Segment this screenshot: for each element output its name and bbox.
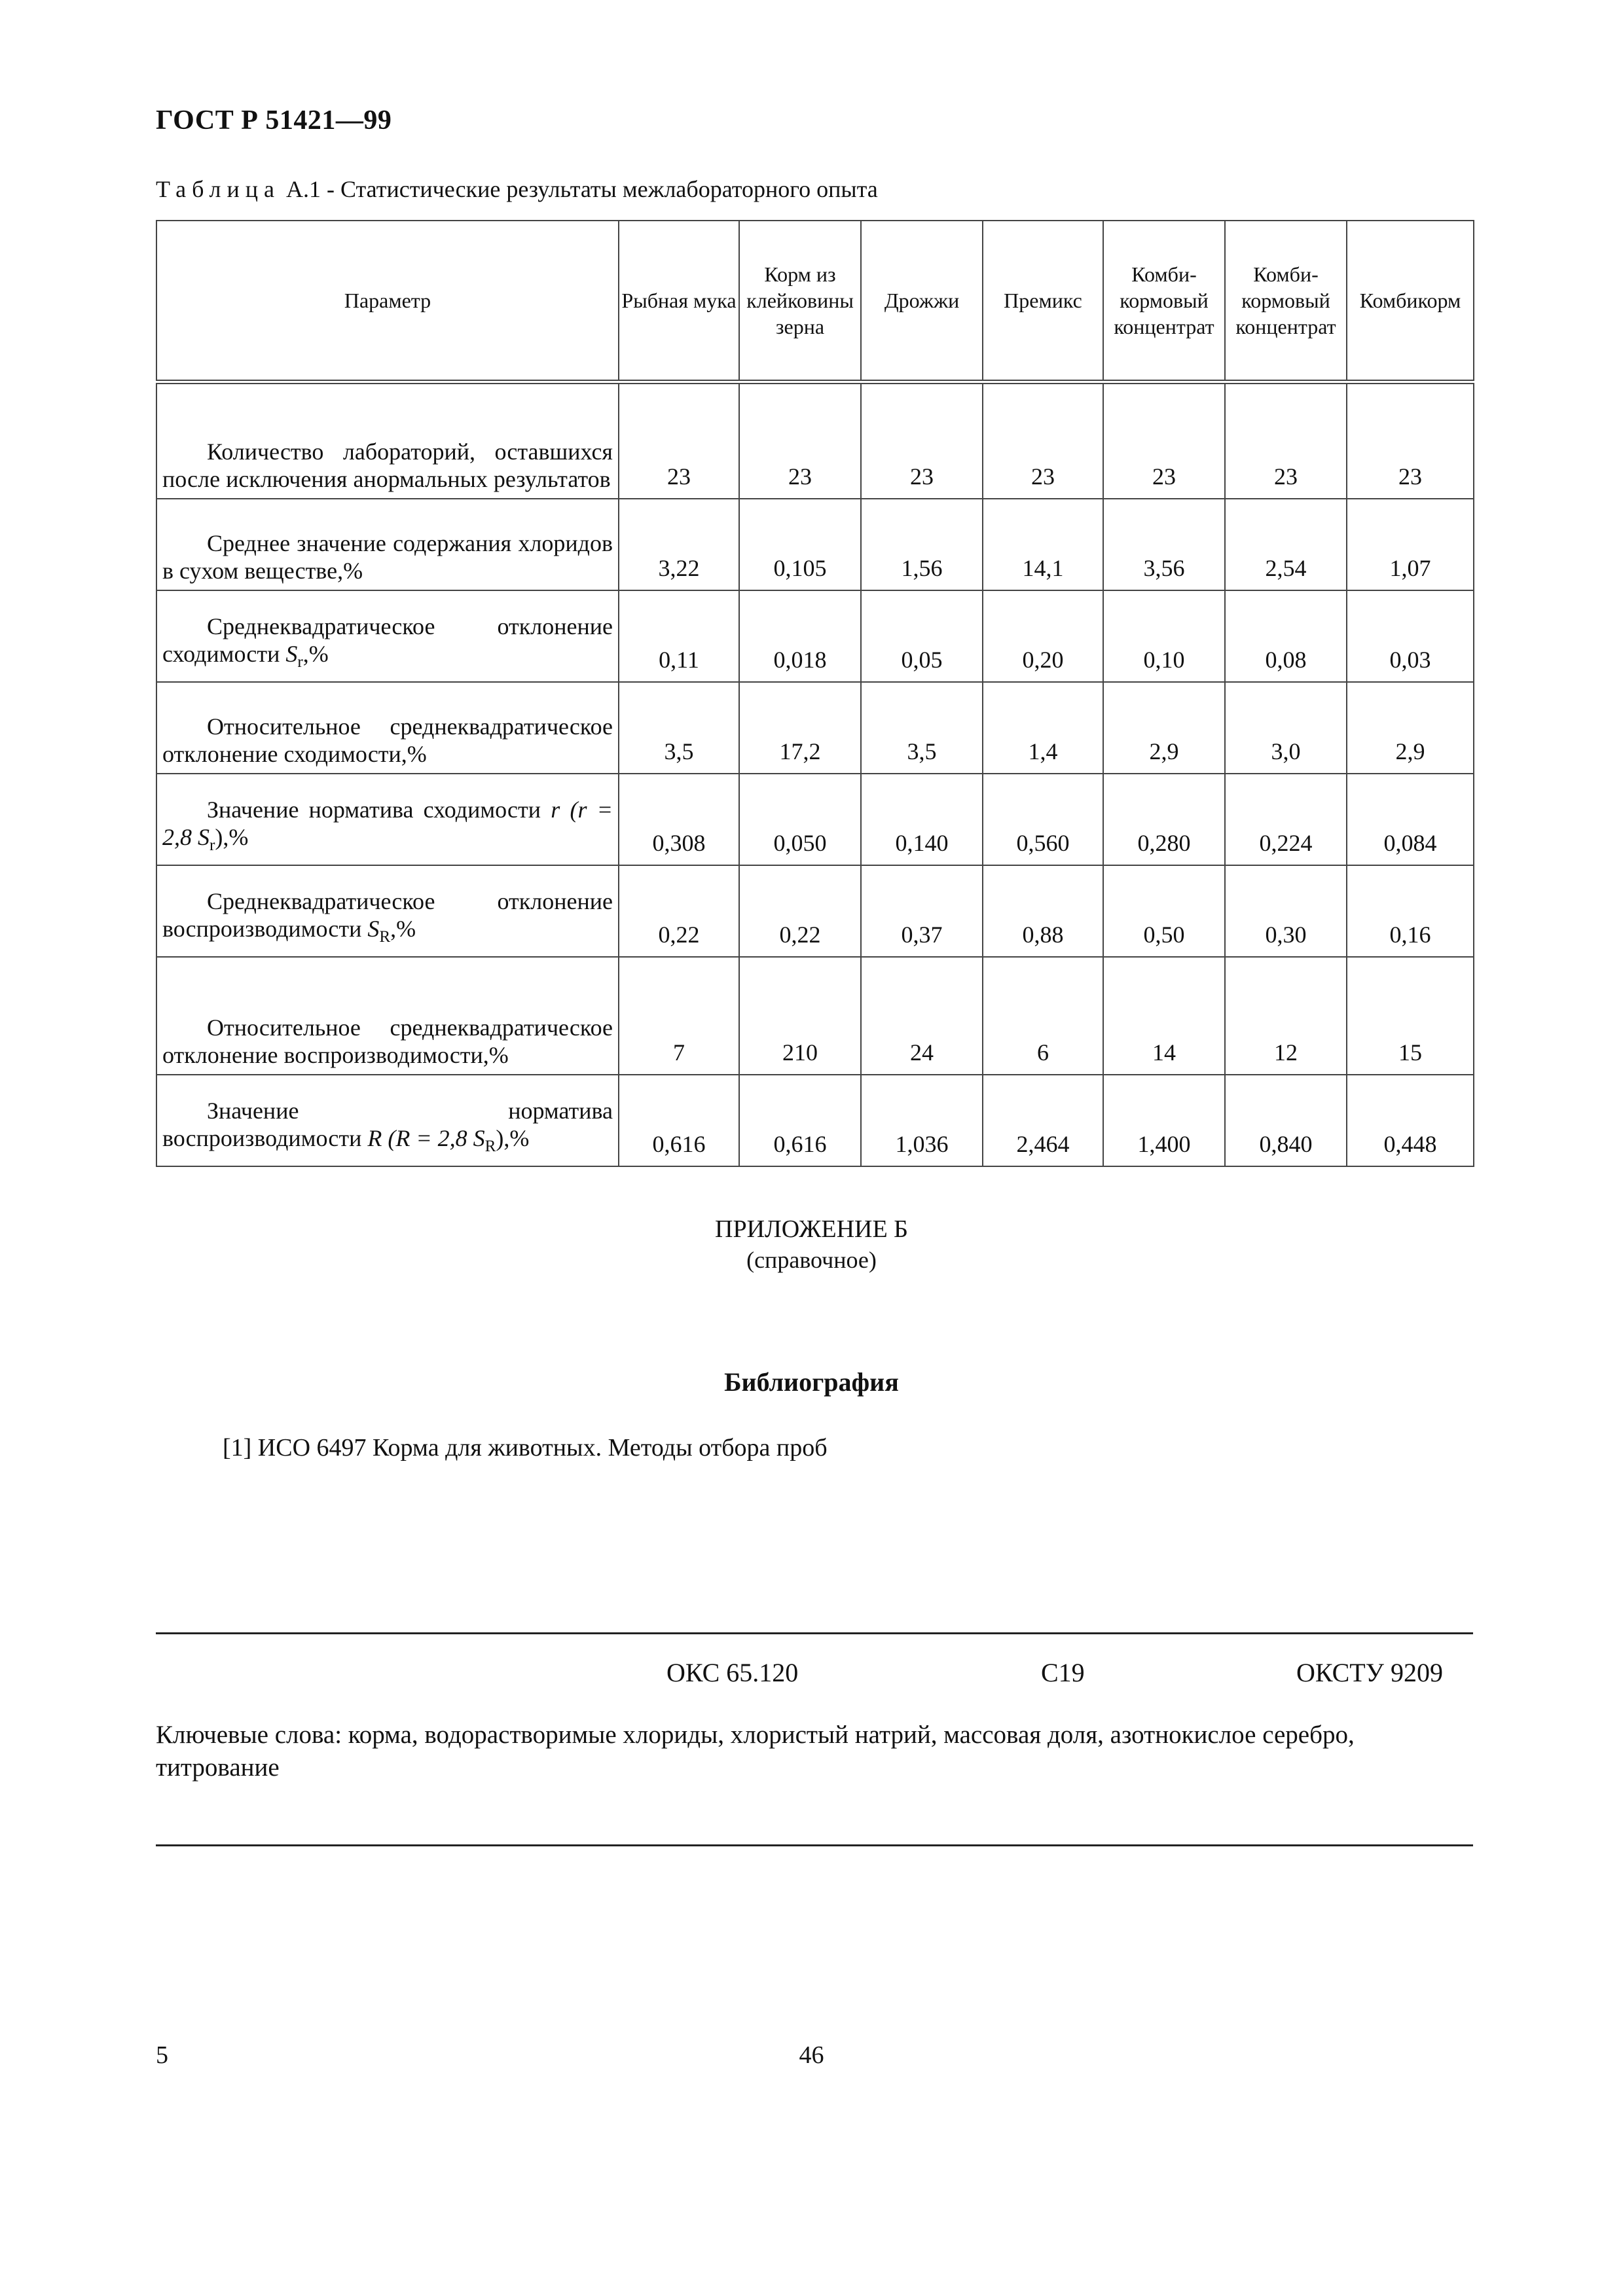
table-row bbox=[156, 682, 1474, 774]
value-cell: 0,840 bbox=[1225, 1075, 1347, 1166]
param-symbol: S bbox=[367, 915, 380, 942]
param-cell bbox=[156, 865, 619, 957]
table-row bbox=[156, 957, 1474, 1075]
value-cell: 0,05 bbox=[861, 590, 983, 682]
value-cell: 1,400 bbox=[1103, 1075, 1225, 1166]
value-cell: 0,050 bbox=[739, 774, 861, 865]
param-suffix: ,% bbox=[390, 915, 416, 942]
value-cell: 0,560 bbox=[983, 774, 1103, 865]
param-subscript: r bbox=[297, 653, 303, 671]
keywords: Ключевые слова: корма, водорастворимые хлориды, хлористый натрий, массовая доля, азотнокислое серебро, титрование bbox=[156, 1721, 1355, 1782]
value-cell: 0,11 bbox=[619, 590, 739, 682]
value-cell: 2,9 bbox=[1347, 682, 1474, 774]
column-header-parameter: Параметр bbox=[156, 221, 619, 382]
value-cell: 0,10 bbox=[1103, 590, 1225, 682]
param-cell bbox=[156, 382, 619, 499]
value-cell: 0,30 bbox=[1225, 865, 1347, 957]
param-cell bbox=[156, 957, 619, 1075]
param-cell bbox=[156, 1075, 619, 1166]
value-cell: 0,018 bbox=[739, 590, 861, 682]
value-cell: 0,308 bbox=[619, 774, 739, 865]
column-header-concentrate-2: Комбикормовый концентрат bbox=[1225, 221, 1347, 382]
table-row bbox=[156, 590, 1474, 682]
param-text: Значение норматива воспроизводимости bbox=[162, 1097, 613, 1151]
value-cell: 0,280 bbox=[1103, 774, 1225, 865]
statistics-table bbox=[156, 220, 1474, 1167]
value-cell: 0,16 bbox=[1347, 865, 1474, 957]
param-text: Значение норматива сходимости bbox=[207, 796, 551, 823]
value-cell: 23 bbox=[739, 382, 861, 499]
value-cell: 23 bbox=[1225, 382, 1347, 499]
value-cell: 23 bbox=[983, 382, 1103, 499]
value-cell: 23 bbox=[861, 382, 983, 499]
value-cell: 3,22 bbox=[619, 499, 739, 590]
value-cell: 3,56 bbox=[1103, 499, 1225, 590]
value-cell: 14 bbox=[1103, 957, 1225, 1075]
param-suffix: ),% bbox=[215, 823, 249, 850]
okstu-code: ОКСТУ 9209 bbox=[1296, 1658, 1444, 1687]
param-text: Количество лабораторий, оставшихся после исключения анормальных результатов bbox=[162, 439, 613, 492]
param-suffix: ,% bbox=[302, 640, 329, 667]
param-text: Среднее значение содержания хлоридов в сухом веществе,% bbox=[162, 530, 613, 584]
value-cell: 1,07 bbox=[1347, 499, 1474, 590]
param-cell bbox=[156, 499, 619, 590]
bibliography-title: Библиография bbox=[724, 1367, 899, 1397]
value-cell: 0,37 bbox=[861, 865, 983, 957]
value-cell: 15 bbox=[1347, 957, 1474, 1075]
param-cell bbox=[156, 590, 619, 682]
column-header-concentrate-1: Комбикормовый концентрат bbox=[1103, 221, 1225, 382]
param-cell bbox=[156, 682, 619, 774]
value-cell: 0,22 bbox=[739, 865, 861, 957]
table-row bbox=[156, 865, 1474, 957]
value-cell: 0,616 bbox=[619, 1075, 739, 1166]
oks-code: ОКС 65.120 bbox=[666, 1658, 799, 1687]
value-cell: 0,084 bbox=[1347, 774, 1474, 865]
param-text: Среднеквадратическое отклонение воспроизводимости bbox=[162, 888, 613, 942]
bibliography-item: [1] ИСО 6497 Корма для животных. Методы отбора проб bbox=[223, 1434, 828, 1462]
value-cell: 3,5 bbox=[861, 682, 983, 774]
value-cell: 0,22 bbox=[619, 865, 739, 957]
document-header: ГОСТ Р 51421—99 bbox=[156, 105, 392, 135]
divider-bottom bbox=[156, 1844, 1473, 1846]
table-header-row bbox=[156, 221, 1474, 382]
param-suffix: ),% bbox=[496, 1124, 530, 1151]
table-row bbox=[156, 382, 1474, 499]
value-cell: 23 bbox=[1347, 382, 1474, 499]
param-cell bbox=[156, 774, 619, 865]
value-cell: 0,08 bbox=[1225, 590, 1347, 682]
table-caption-text: А.1 - Статистические результаты межлабораторного опыта bbox=[280, 176, 878, 202]
page-number-center: 46 bbox=[799, 2041, 824, 2069]
column-header-gluten-feed: Корм из клейковины зерна bbox=[739, 221, 861, 382]
value-cell: 1,036 bbox=[861, 1075, 983, 1166]
param-text: Среднеквадратическое отклонение сходимости bbox=[162, 613, 613, 667]
param-text: Относительное среднеквадратическое отклонение воспроизводимости,% bbox=[162, 1014, 613, 1068]
column-header-fish-meal: Рыбная мука bbox=[619, 221, 739, 382]
page-number-left: 5 bbox=[156, 2041, 168, 2069]
param-symbol: R (R = 2,8 S bbox=[367, 1124, 485, 1151]
param-subscript: r bbox=[210, 836, 215, 854]
table-row bbox=[156, 1075, 1474, 1166]
param-symbol: S bbox=[285, 640, 298, 667]
value-cell: 0,50 bbox=[1103, 865, 1225, 957]
value-cell: 14,1 bbox=[983, 499, 1103, 590]
value-cell: 1,56 bbox=[861, 499, 983, 590]
value-cell: 2,9 bbox=[1103, 682, 1225, 774]
value-cell: 17,2 bbox=[739, 682, 861, 774]
param-subscript: R bbox=[379, 928, 391, 946]
value-cell: 1,4 bbox=[983, 682, 1103, 774]
column-header-yeast: Дрожжи bbox=[861, 221, 983, 382]
param-symbol: r (r = 2,8 S bbox=[162, 796, 613, 850]
value-cell: 23 bbox=[619, 382, 739, 499]
value-cell: 0,140 bbox=[861, 774, 983, 865]
value-cell: 0,448 bbox=[1347, 1075, 1474, 1166]
appendix-subtitle: (справочное) bbox=[746, 1247, 877, 1273]
appendix-title: ПРИЛОЖЕНИЕ Б bbox=[715, 1215, 908, 1243]
value-cell: 0,616 bbox=[739, 1075, 861, 1166]
table-caption-label: Таблица bbox=[156, 176, 280, 202]
value-cell: 3,5 bbox=[619, 682, 739, 774]
value-cell: 0,20 bbox=[983, 590, 1103, 682]
value-cell: 6 bbox=[983, 957, 1103, 1075]
category-code: С19 bbox=[1041, 1658, 1085, 1687]
value-cell: 0,105 bbox=[739, 499, 861, 590]
value-cell: 23 bbox=[1103, 382, 1225, 499]
value-cell: 7 bbox=[619, 957, 739, 1075]
divider-top bbox=[156, 1632, 1473, 1634]
value-cell: 2,464 bbox=[983, 1075, 1103, 1166]
value-cell: 0,03 bbox=[1347, 590, 1474, 682]
column-header-premix: Премикс bbox=[983, 221, 1103, 382]
value-cell: 3,0 bbox=[1225, 682, 1347, 774]
value-cell: 12 bbox=[1225, 957, 1347, 1075]
param-subscript: R bbox=[484, 1138, 496, 1155]
value-cell: 24 bbox=[861, 957, 983, 1075]
value-cell: 0,224 bbox=[1225, 774, 1347, 865]
value-cell: 210 bbox=[739, 957, 861, 1075]
table-row bbox=[156, 499, 1474, 590]
value-cell: 2,54 bbox=[1225, 499, 1347, 590]
value-cell: 0,88 bbox=[983, 865, 1103, 957]
param-text: Относительное среднеквадратическое отклонение сходимости,% bbox=[162, 713, 613, 767]
table-caption bbox=[156, 175, 878, 203]
column-header-compound-feed: Комбикорм bbox=[1347, 221, 1474, 382]
table-row bbox=[156, 774, 1474, 865]
